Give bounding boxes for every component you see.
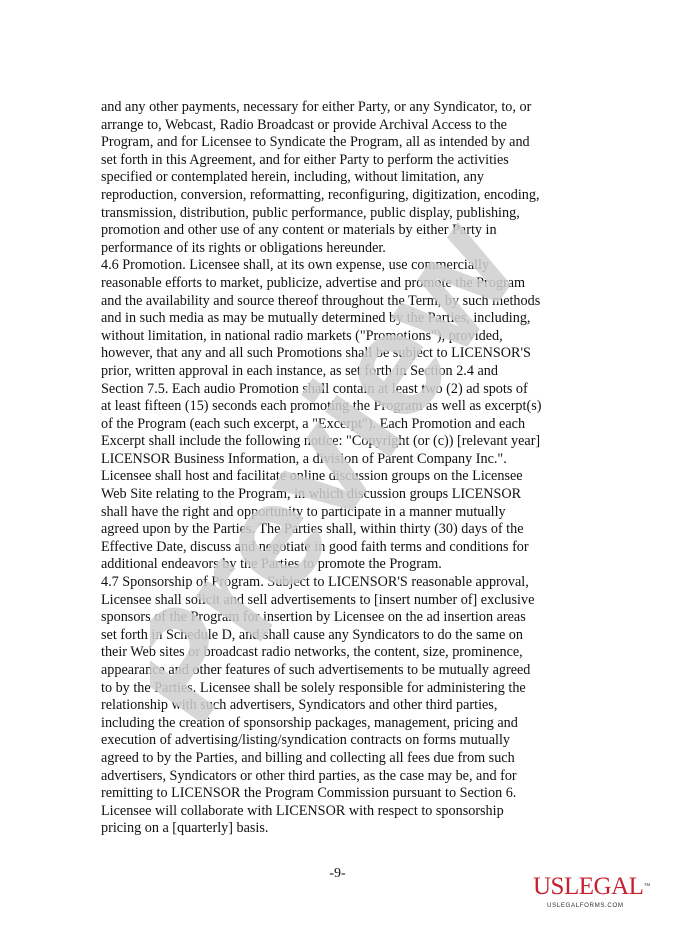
uslegal-logo[interactable]	[533, 873, 650, 918]
document-line: prior, written approval in each instance, as set forth in Section 2.4 and	[101, 362, 498, 379]
document-line: agreed upon by the Parties. The Parties shall, within thirty (30) days of the	[101, 521, 524, 538]
document-line: shall have the right and opportunity to participate in a manner mutually	[101, 503, 506, 520]
document-line: Licensee will collaborate with LICENSOR with respect to sponsorship	[101, 802, 504, 819]
document-line: arrange to, Webcast, Radio Broadcast or provide Archival Access to the	[101, 116, 507, 133]
document-line: including the creation of sponsorship packages, management, pricing and	[101, 714, 518, 731]
logo-us-text: US	[533, 873, 564, 900]
document-line: 4.6 Promotion. Licensee shall, at its own expense, use commercially	[101, 257, 490, 274]
document-line: reproduction, conversion, reformatting, reconfiguring, digitization, encoding,	[101, 186, 540, 203]
document-line: transmission, distribution, public performance, public display, publishing,	[101, 204, 520, 221]
document-body	[101, 99, 581, 838]
document-line: however, that any and all such Promotions shall be subject to LICENSOR'S	[101, 345, 531, 362]
document-line: set forth in this Agreement, and for either Party to perform the activities	[101, 151, 509, 168]
document-line: specified or contemplated herein, including, without limitation, any	[101, 169, 484, 186]
document-line: additional endeavors by the Parties to promote the Program.	[101, 556, 442, 573]
logo-url: USLEGALFORMS.COM	[547, 902, 624, 909]
document-line: relationship with such advertisers, Syndicators and other third parties,	[101, 697, 498, 714]
document-line: and in such media as may be mutually determined by the Parties, including,	[101, 310, 531, 327]
document-line: without limitation, in national radio markets ("Promotions"), provided,	[101, 327, 503, 344]
document-line: execution of advertising/listing/syndication contracts on forms mutually	[101, 732, 510, 749]
document-line: Licensee shall host and facilitate online discussion groups on the Licensee	[101, 468, 523, 485]
document-line: their Web sites or broadcast radio networks, the content, size, prominence,	[101, 644, 523, 661]
document-line: Web Site relating to the Program, in which discussion groups LICENSOR	[101, 486, 522, 503]
document-line: Section 7.5. Each audio Promotion shall contain at least two (2) ad spots of	[101, 380, 528, 397]
document-line: at least fifteen (15) seconds each promoting the Program as well as excerpt(s)	[101, 398, 542, 415]
document-line: promotion and other use of any content or materials by either Party in	[101, 222, 497, 239]
document-line: set forth in Schedule D, and shall cause any Syndicators to do the same on	[101, 626, 523, 643]
trademark-icon: ™	[643, 883, 650, 890]
page-number: -9-	[329, 866, 346, 881]
document-line: Effective Date, discuss and negotiate in good faith terms and conditions for	[101, 538, 529, 555]
document-line: and any other payments, necessary for either Party, or any Syndicator, to, or	[101, 99, 532, 115]
document-line: LICENSOR Business Information, a division of Parent Company Inc.".	[101, 450, 507, 467]
document-line: of the Program (each such excerpt, a "Excerpt"). Each Promotion and each	[101, 415, 526, 432]
document-line: appearance and other features of such advertisements to be mutually agreed	[101, 662, 531, 678]
document-line: Licensee shall solicit and sell advertisements to [insert number of] exclusive	[101, 591, 535, 608]
document-line: to by the Parties. Licensee shall be solely responsible for administering the	[101, 679, 526, 696]
document-line: agreed to by the Parties, and billing and collecting all fees due from such	[101, 749, 515, 766]
document-line: 4.7 Sponsorship of Program. Subject to LICENSOR'S reasonable approval,	[101, 574, 529, 591]
document-line: sponsors of the Program for insertion by Licensee on the ad insertion areas	[101, 609, 526, 626]
document-line: Excerpt shall include the following notice: "Copyright (or (c)) [relevant year]	[101, 433, 541, 450]
document-line: reasonable efforts to market, publicize, advertise and promote the Program	[101, 274, 526, 291]
document-line: and the availability and source thereof throughout the Term, by such methods	[101, 292, 541, 309]
watermark-text: Preview	[150, 200, 549, 720]
logo-legal-text: LEGAL	[563, 873, 644, 900]
document-line: advertisers, Syndicators or other third parties, as the case may be, and for	[101, 767, 517, 784]
document-line: remitting to LICENSOR the Program Commission pursuant to Section 6.	[101, 785, 517, 802]
document-line: performance of its rights or obligations hereunder.	[101, 239, 386, 256]
document-line: pricing on a [quarterly] basis.	[101, 820, 269, 837]
document-line: Program, and for Licensee to Syndicate the Program, all as intended by and	[101, 134, 530, 151]
